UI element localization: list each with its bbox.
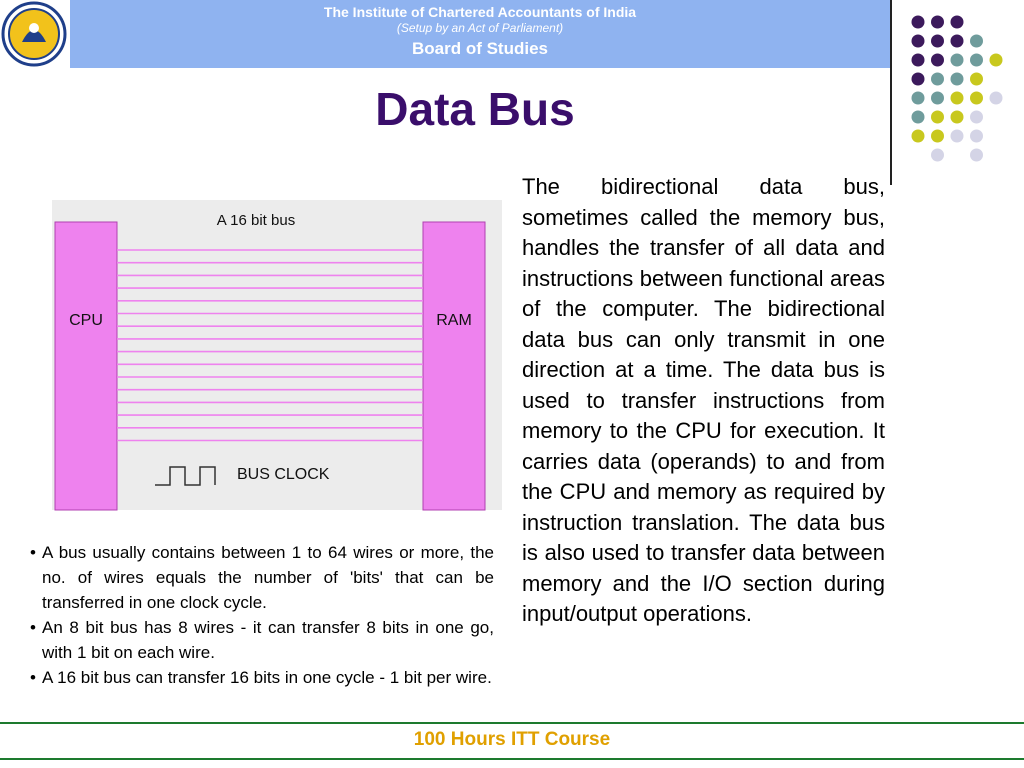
bullet-dot-icon: • (30, 668, 36, 687)
decor-dot (931, 149, 944, 162)
decor-dot (912, 130, 925, 143)
decor-dot (970, 73, 983, 86)
footer-course: 100 Hours ITT Course (413, 729, 611, 750)
decor-dot (970, 54, 983, 67)
ram-block (423, 222, 485, 510)
ram-label: RAM (436, 312, 472, 329)
decor-dot (912, 92, 925, 105)
data-bus-description: The bidirectional data bus, sometimes called the memory bus, handles the transfer of all data and instructions between functional areas of the computer. The bidirectional data bus can only transmit in one direction at a time. The data bus is used to transfer instructions from memory to the CPU for execution. It carries data (operands) to and from the CPU and memory as required by instruction translation. The data bus is also used to transfer data between memory and the I/O section during input/output operations. (522, 174, 885, 626)
decor-dot (912, 35, 925, 48)
bullet-text: An 8 bit bus has 8 wires - it can transfer 8 bits in one go, with 1 bit on each wire. (42, 618, 494, 662)
bullet-text: A 16 bit bus can transfer 16 bits in one cycle - 1 bit per wire. (42, 668, 492, 687)
bus-diagram (40, 195, 510, 515)
cpu-block (55, 222, 117, 510)
bullet-text: A bus usually contains between 1 to 64 wires or more, the no. of wires equals the number of 'bits' that can be transferred in one clock cycle. (42, 543, 494, 612)
header-divider (890, 0, 892, 185)
decor-dot (912, 16, 925, 29)
decor-dot (931, 54, 944, 67)
decor-dot (931, 130, 944, 143)
decor-dot (912, 54, 925, 67)
decor-dot (931, 35, 944, 48)
institute-name: The Institute of Chartered Accountants of India (323, 4, 637, 20)
bullet-list (30, 540, 494, 690)
decor-dot (931, 16, 944, 29)
decor-dot (931, 73, 944, 86)
bullet-item (30, 540, 494, 615)
decor-dot (951, 73, 964, 86)
bus-clock-label: BUS CLOCK (237, 466, 330, 483)
decor-dot (912, 73, 925, 86)
decor-dot (931, 92, 944, 105)
setup-note: (Setup by an Act of Parliament) (396, 21, 564, 35)
decor-dot (951, 130, 964, 143)
decor-dot (970, 35, 983, 48)
decor-dot (951, 92, 964, 105)
bullet-dot-icon: • (30, 543, 36, 562)
bullet-dot-icon: • (30, 618, 36, 637)
institute-logo (0, 0, 68, 68)
decor-dot (912, 111, 925, 124)
decor-dot (951, 16, 964, 29)
emblem-icon (0, 0, 68, 68)
bus-caption: A 16 bit bus (216, 212, 296, 229)
decor-dot (970, 92, 983, 105)
decor-dot (931, 111, 944, 124)
decor-dot (970, 149, 983, 162)
decor-dot (970, 111, 983, 124)
decor-dot (990, 54, 1003, 67)
decor-dot (990, 92, 1003, 105)
board-name: Board of Studies (411, 39, 548, 58)
footer-rule-top (0, 722, 1024, 724)
slide-title: Data Bus (375, 83, 575, 135)
decor-dot (951, 111, 964, 124)
cpu-label: CPU (69, 312, 103, 329)
header-banner (70, 0, 890, 68)
bullet-item (30, 665, 494, 690)
footer-rule-bottom (0, 758, 1024, 760)
decor-dot (951, 54, 964, 67)
decor-dot (951, 35, 964, 48)
bullet-item (30, 615, 494, 665)
decor-dot (970, 130, 983, 143)
